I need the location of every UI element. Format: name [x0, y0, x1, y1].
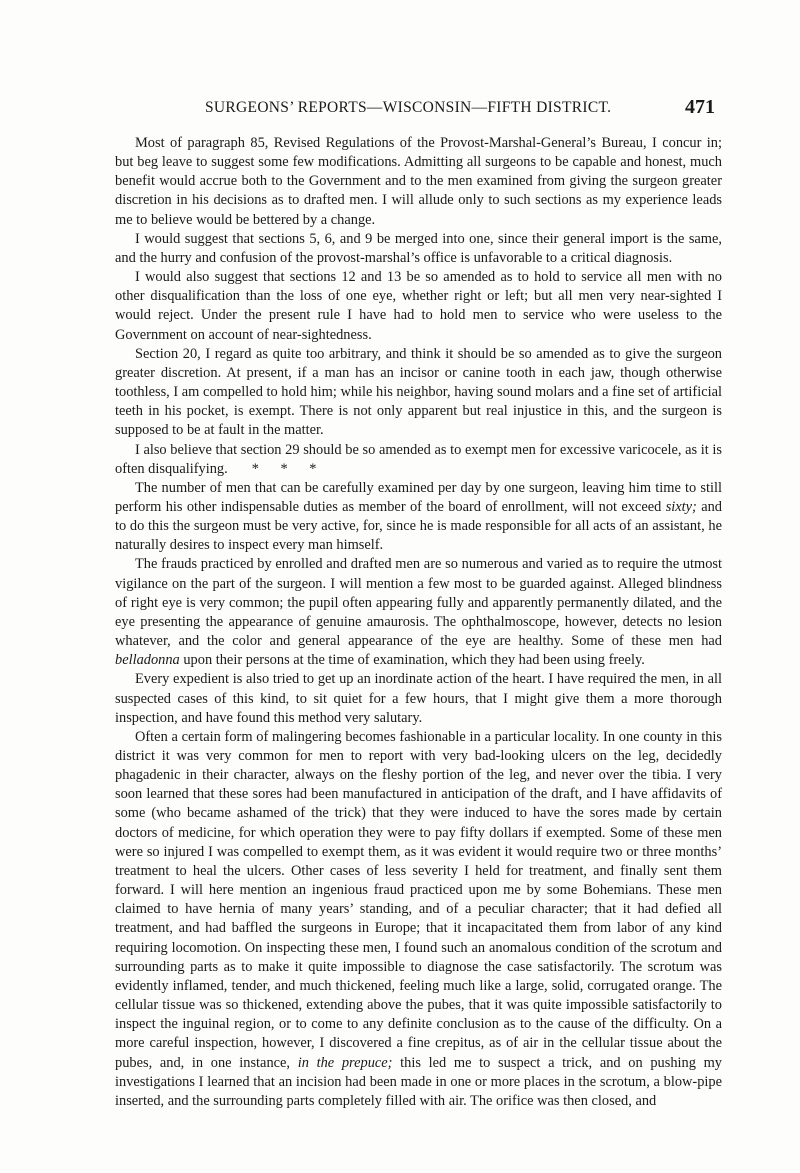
text-span: The number of men that can be carefully examined per day by one surgeon, leaving him time to still perform his other indispensable duties as member of the board of enrollment, will not exceed [115, 479, 722, 515]
running-head: SURGEONS’ REPORTS—WISCONSIN—FIFTH DISTRICT. [205, 99, 612, 116]
asterisks-ellipsis: * * * [251, 460, 317, 477]
text-span: and to do this the surgeon must be very active, for, since he is made responsible for all acts of an assistant, he naturally desires to inspect every man himself. [115, 498, 722, 554]
page-number: 471 [685, 96, 715, 118]
paragraph-heart-action: Every expedient is also tried to get up an inordinate action of the heart. I have required the men, in all suspected cases of this kind, to sit quiet for a few hours, that I might give them a more thorough inspection, and have found this method very salutary. [115, 671, 722, 726]
paragraph-examinations-per-day [115, 479, 722, 556]
paragraph-malingering-ulcers-hernia [115, 728, 722, 1111]
text-span: this led me to suspect a trick, and on pushing my investigations I learned that an incision had been made in one or more places in the scrotum, a blow-pipe inserted, and the surrounding parts completely filled with air. The orifice was then closed, and [115, 1054, 723, 1109]
page-header [115, 96, 715, 122]
paragraph-frauds-blindness [115, 555, 722, 670]
paragraph-section-29 [115, 441, 722, 479]
paragraph-sections-5-6-9: I would suggest that sections 5, 6, and 9 be merged into one, since their general import is the same, and the hurry and confusion of the provost-marshal’s office is unfavorable to a critical diagnosis. [115, 230, 722, 266]
text-span: upon their persons at the time of examination, which they had been using freely. [179, 652, 645, 669]
paragraph-regulations-intro: Most of paragraph 85, Revised Regulations of the Provost-Marshal-General’s Bureau, I concur in; but beg leave to suggest some few modifications. Admitting all surgeons to be capable and honest, much benefit would accrue both to the Government and to the men examined from giving the surgeon greater discretion in his decisions as to drafted men. I will allude only to such sections as my experience leads me to believe would be bettered by a change. [115, 135, 722, 228]
text-span: Often a certain form of malingering becomes fashionable in a particular locality. In one county in this district it was very common for men to report with very bad-looking ulcers on the leg, decidedly phagadenic in their character, always on the fleshy portion of the leg, and never over the tibia. I very soon learned that these sores had been manufactured in anticipation of the draft, and I have affidavits of some (who became ashamed of the trick) that they were induced to have the sores made by certain doctors of medicine, for which operation they were to pay fifty dollars if exempted. Some of these men were so injured I was compelled to exempt them, as it was evident it would require two or three months’ treatment to heal the ulcers. Other cases of less severity I held for treatment, and finally sent them forward. I will here mention an ingenious fraud practiced upon me by some Bohemians. These men claimed to have hernia of many years’ standing, and of a peculiar character; that it had defied all treatment, and had baffled the surgeons in Europe; that it incapacitated them from labor of any kind requiring locomotion. On inspecting these men, I found such an anomalous condition of the scrotum and surrounding parts as to make it quite impossible to diagnose the case satisfactorily. The scrotum was evidently inflamed, tender, and much thickened, feeling much like a large, solid, corrugated orange. The cellular tissue was so thickened, extending above the pubes, that it was quite impossible satisfactorily to inspect the inguinal region, or to come to any definite conclusion as to the cause of the difficulty. On a more careful inspection, however, I discovered a fine crepitus, as of air in the cellular tissue about the pubes, and, in one instance, [115, 728, 722, 1071]
body-text [115, 134, 722, 1111]
section-29-text: I also believe that section 29 should be so amended as to exempt men for excessive varicocele, as it is often disqualifying. [115, 441, 722, 477]
paragraph-sections-12-13: I would also suggest that sections 12 and 13 be so amended as to hold to service all men with no other disqualification than the loss of one eye, whether right or left; but all men very near-sighted I would reject. Under the present rule I have had to hold men to service who were useless to the Government on account of near-sightedness. [115, 269, 722, 343]
emphasis-sixty: sixty; [665, 498, 697, 515]
emphasis-belladonna: belladonna [115, 652, 180, 669]
text-span: The frauds practiced by enrolled and drafted men are so numerous and varied as to require the utmost vigilance on the part of the surgeon. I will mention a few most to be guarded against. Alleged blindness of right eye is very common; the pupil often appearing fully and apparently permanently dilated, and the eye presenting the appearance of genuine amaurosis. The ophthalmoscope, however, detects no lesion whatever, and the color and general appearance of the eye are healthy. Some of these men had [115, 556, 722, 650]
paragraph-section-20: Section 20, I regard as quite too arbitrary, and think it should be so amended as to give the surgeon greater discretion. At present, if a man has an incisor or canine tooth in each jaw, though otherwise toothless, I am compelled to hold him; while his neighbor, having sound molars and a fine set of artificial teeth in his pocket, is exempt. There is not only apparent but real injustice in this, and the surgeon is supposed to be at fault in the matter. [115, 345, 722, 439]
emphasis-prepuce: in the prepuce; [297, 1054, 393, 1071]
